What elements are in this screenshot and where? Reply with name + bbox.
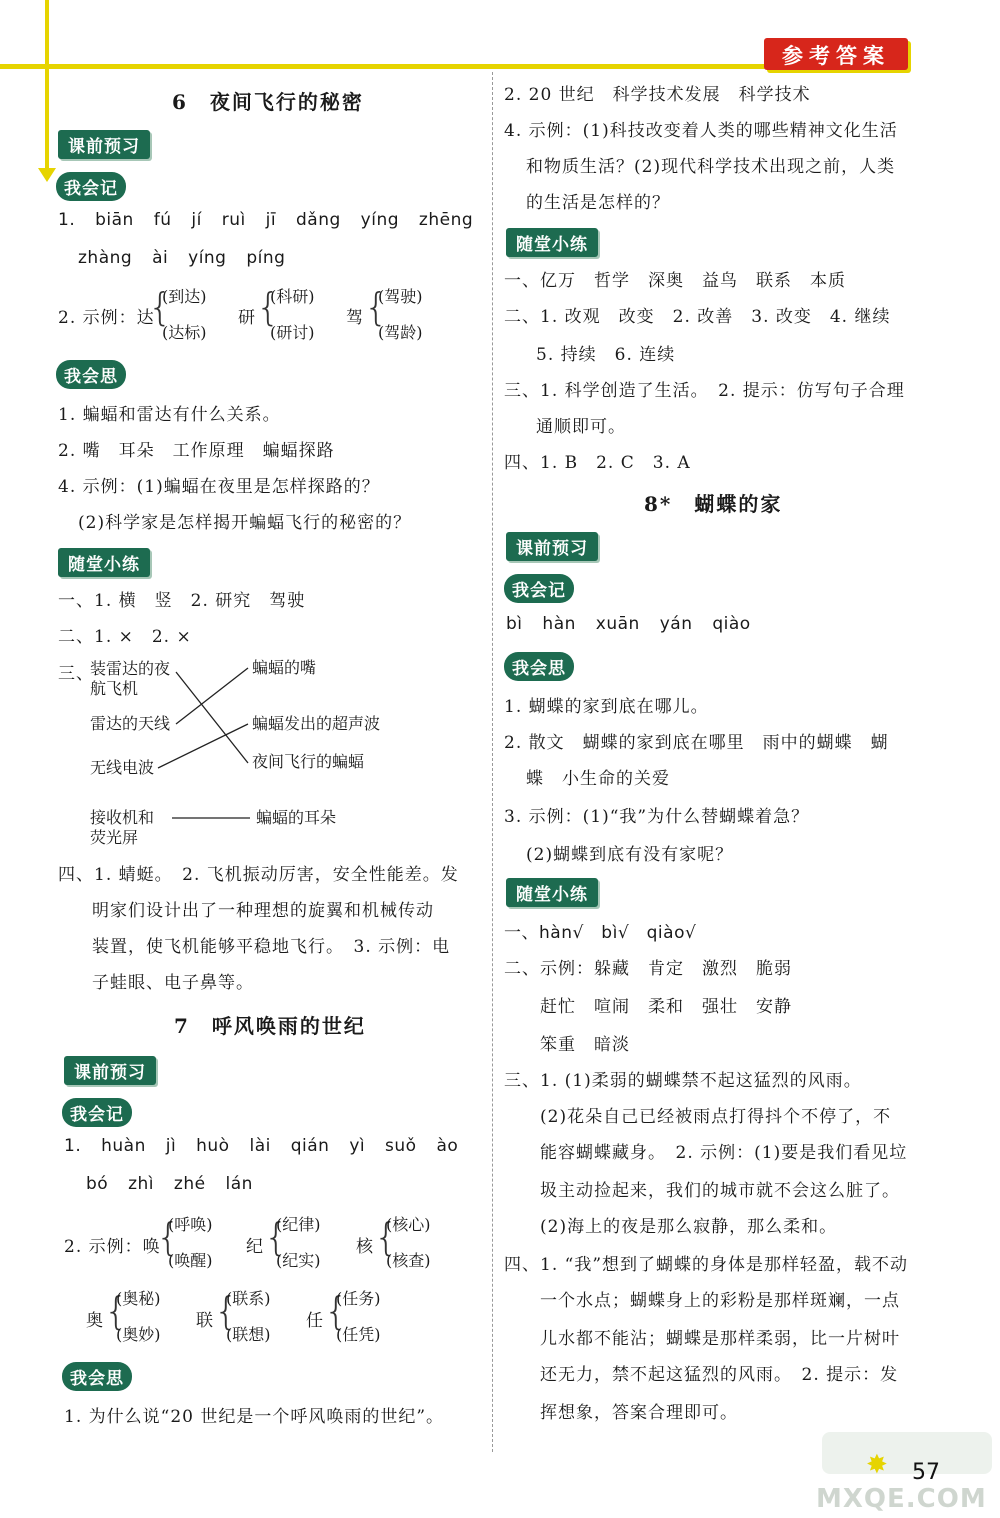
- brace-icon: {: [324, 1289, 349, 1333]
- lesson6-think-3: 4. 示例：(1)蝙蝠在夜里是怎样探路的？: [58, 477, 380, 497]
- lesson8-practice-4-5: 挥想象，答案合理即可。: [540, 1403, 738, 1423]
- lesson7-pinyin-row1: 1. huàn jì huò lài qián yì suǒ ào: [64, 1136, 459, 1156]
- lesson6-practice-3-label: 三、: [58, 664, 94, 684]
- watermark-star-icon: ✸: [866, 1450, 888, 1480]
- lesson8-practice-3-4: 圾主动捡起来，我们的城市就不会这么脏了。: [540, 1181, 900, 1201]
- lesson7-ji-2: (纪实): [276, 1251, 321, 1270]
- match-right-4: 蝙蝠的耳朵: [256, 808, 337, 827]
- match-right-3: 夜间飞行的蝙蝠: [252, 752, 365, 771]
- lesson7-remember-badge: 我会记: [62, 1098, 132, 1127]
- lesson8-practice-3-3: 能容蝴蝶藏身。 2. 示例：(1)要是我们看见垃: [540, 1143, 908, 1163]
- watermark-logo: [822, 1432, 992, 1474]
- match-left-2: 雷达的天线: [90, 714, 171, 733]
- lesson7-think-badge: 我会思: [62, 1362, 132, 1391]
- lesson6-pinyin-row2: zhàng ài yíng píng: [78, 248, 286, 268]
- lesson8-pinyin: bì hàn xuān yán qiào: [506, 614, 751, 634]
- lesson7-practice-2: 二、1. 改观 改变 2. 改善 3. 改变 4. 继续: [504, 307, 891, 327]
- lesson7-lian-2: (联想): [226, 1325, 271, 1344]
- matching-lines: [0, 0, 500, 900]
- match-line: [176, 668, 248, 724]
- lesson6-think-4: (2)科学家是怎样揭开蝙蝠飞行的秘密的？: [78, 513, 412, 533]
- lesson6-practice-4-1: 四、1. 蜻蜓。 2. 飞机振动厉害，安全性能差。发: [58, 865, 459, 885]
- lesson7-ao-1: (奥秘): [116, 1289, 161, 1308]
- lesson6-q2-yan-1: (科研): [270, 287, 315, 306]
- lesson6-pinyin-row1: 1. biān fú jí ruì jī dǎng yíng zhēng: [58, 210, 474, 230]
- lesson8-practice-1: 一、hàn√ bì√ qiào√: [504, 923, 697, 943]
- lesson6-title: 6 夜间飞行的秘密: [172, 90, 364, 114]
- brace-icon: {: [104, 1289, 129, 1333]
- lesson8-practice-2-2: 赶忙 喧闹 柔和 强壮 安静: [540, 997, 792, 1017]
- lesson7-practice-badge: 随堂小练: [506, 228, 598, 257]
- lesson6-q2-jia-2: (驾龄): [378, 323, 423, 342]
- lesson7-lian-char: 联: [196, 1311, 214, 1331]
- lesson8-think-4: 3. 示例：(1)“我”为什么替蝴蝶着急？: [504, 807, 810, 827]
- lesson6-practice-4-3: 装置，使飞机能够平稳地飞行。 3. 示例：电: [92, 937, 451, 957]
- lesson6-q2-jia-char: 驾: [346, 308, 364, 328]
- lesson7-he-char: 核: [356, 1237, 374, 1257]
- lesson6-q2-yan-2: (研讨): [270, 323, 315, 342]
- match-left-1a: 装雷达的夜: [90, 659, 171, 678]
- lesson8-think-2: 2. 散文 蝴蝶的家到底在哪里 雨中的蝴蝶 蝴: [504, 733, 889, 753]
- lesson8-think-1: 1. 蝴蝶的家到底在哪儿。: [504, 697, 709, 717]
- lesson7-ji-char: 纪: [246, 1237, 264, 1257]
- lesson6-practice-badge: 随堂小练: [58, 548, 150, 577]
- match-line: [176, 672, 248, 763]
- match-right-1: 蝙蝠的嘴: [252, 658, 317, 677]
- lesson8-think-3: 蝶 小生命的关爱: [526, 769, 670, 789]
- lesson7-he-2: (核查): [386, 1251, 431, 1270]
- lesson6-think-2: 2. 嘴 耳朵 工作原理 蝙蝠探路: [58, 441, 335, 461]
- brace-icon: {: [148, 285, 173, 329]
- lesson8-practice-4-4: 还无力，禁不起这猛烈的风雨。 2. 提示：发: [540, 1365, 899, 1385]
- lesson6-q2-yan-char: 研: [238, 308, 256, 328]
- lesson7-think-1: 1. 为什么说“20 世纪是一个呼风唤雨的世纪”。: [64, 1407, 445, 1427]
- lesson6-practice-1: 一、1. 横 竖 2. 研究 驾驶: [58, 591, 306, 611]
- lesson7-title: 7 呼风唤雨的世纪: [174, 1014, 366, 1038]
- lesson8-title: 8* 蝴蝶的家: [644, 492, 783, 516]
- lesson7-practice-1: 一、亿万 哲学 深奥 益鸟 联系 本质: [504, 271, 846, 291]
- lesson7-ao-2: (奥妙): [116, 1325, 161, 1344]
- match-left-1b: 航飞机: [90, 679, 139, 698]
- lesson8-think-badge: 我会思: [504, 652, 574, 681]
- header-label: 参考答案: [782, 44, 890, 68]
- lesson7-cont-3: 和物质生活？(2)现代科学技术出现之前，人类: [526, 157, 896, 177]
- lesson8-practice-3-5: (2)海上的夜是那么寂静，那么柔和。: [540, 1217, 838, 1237]
- lesson6-think-badge: 我会思: [56, 360, 126, 389]
- brace-icon: {: [214, 1289, 239, 1333]
- lesson7-practice-5: 通顺即可。: [536, 417, 626, 437]
- lesson7-lian-1: (联系): [226, 1289, 271, 1308]
- lesson7-ren-1: (任务): [336, 1289, 381, 1308]
- brace-icon: {: [364, 285, 389, 329]
- lesson8-practice-4-2: 一个水点；蝴蝶身上的彩粉是那样斑斓，一点: [540, 1291, 900, 1311]
- lesson8-practice-badge: 随堂小练: [506, 878, 598, 907]
- lesson6-q2-da-2: (达标): [162, 323, 207, 342]
- lesson6-preview-badge: 课前预习: [58, 130, 150, 159]
- lesson7-cont-2: 4. 示例：(1)科技改变着人类的哪些精神文化生活: [504, 121, 898, 141]
- match-left-3: 无线电波: [90, 758, 155, 777]
- lesson7-cont-4: 的生活是怎样的？: [526, 193, 670, 213]
- match-right-2: 蝙蝠发出的超声波: [252, 714, 381, 733]
- lesson7-huan-1: (呼唤): [168, 1215, 213, 1234]
- lesson7-ji-1: (纪律): [276, 1215, 321, 1234]
- lesson8-preview-badge: 课前预习: [506, 532, 598, 561]
- lesson6-practice-2: 二、1. × 2. ×: [58, 627, 192, 647]
- brace-icon: {: [156, 1215, 181, 1259]
- lesson6-think-1: 1. 蝙蝠和雷达有什么关系。: [58, 405, 281, 425]
- lesson6-practice-4-2: 明家们设计出了一种理想的旋翼和机械传动: [92, 901, 434, 921]
- lesson7-huan-2: (唤醒): [168, 1251, 213, 1270]
- lesson7-ao-char: 奥: [86, 1311, 104, 1331]
- lesson8-remember-badge: 我会记: [504, 574, 574, 603]
- lesson8-practice-4-1: 四、1. “我”想到了蝴蝶的身体是那样轻盈，载不动: [504, 1255, 909, 1275]
- lesson6-practice-4-4: 子蛙眼、电子鼻等。: [92, 973, 254, 993]
- match-left-4a: 接收机和: [90, 808, 155, 827]
- lesson7-pinyin-row2: bó zhì zhé lán: [86, 1174, 253, 1194]
- brace-icon: {: [256, 285, 281, 329]
- lesson7-practice-3: 5. 持续 6. 连续: [536, 345, 676, 365]
- lesson8-think-5: (2)蝴蝶到底有没有家呢？: [526, 845, 734, 865]
- lesson6-q2-jia-1: (驾驶): [378, 287, 423, 306]
- lesson8-practice-4-3: 儿水都不能沾；蝴蝶是那样柔弱，比一片树叶: [540, 1329, 900, 1349]
- lesson8-practice-3-1: 三、1. (1)柔弱的蝴蝶禁不起这猛烈的风雨。: [504, 1071, 862, 1091]
- lesson7-practice-4: 三、1. 科学创造了生活。 2. 提示：仿写句子合理: [504, 381, 905, 401]
- lesson7-ren-2: (任凭): [336, 1325, 381, 1344]
- watermark-text: MXQE.COM: [816, 1484, 987, 1514]
- match-left-4b: 荧光屏: [90, 828, 139, 847]
- brace-icon: {: [374, 1215, 399, 1259]
- lesson8-practice-2-3: 笨重 暗淡: [540, 1035, 630, 1055]
- lesson6-q2-label: 2. 示例：达: [58, 308, 155, 328]
- lesson7-practice-6: 四、1. B 2. C 3. A: [504, 453, 691, 473]
- lesson8-practice-2-1: 二、示例：躲藏 肯定 激烈 脆弱: [504, 959, 792, 979]
- lesson7-q2-label: 2. 示例：唤: [64, 1237, 161, 1257]
- brace-icon: {: [264, 1215, 289, 1259]
- lesson6-q2-da-1: (到达): [162, 287, 207, 306]
- lesson7-preview-badge: 课前预习: [64, 1056, 156, 1085]
- lesson7-ren-char: 任: [306, 1311, 324, 1331]
- lesson7-he-1: (核心): [386, 1215, 431, 1234]
- lesson7-cont-1: 2. 20 世纪 科学技术发展 科学技术: [504, 85, 811, 105]
- lesson8-practice-3-2: (2)花朵自己已经被雨点打得抖个不停了，不: [540, 1107, 892, 1127]
- page-number: 57: [912, 1460, 940, 1485]
- lesson6-remember-badge: 我会记: [56, 172, 126, 201]
